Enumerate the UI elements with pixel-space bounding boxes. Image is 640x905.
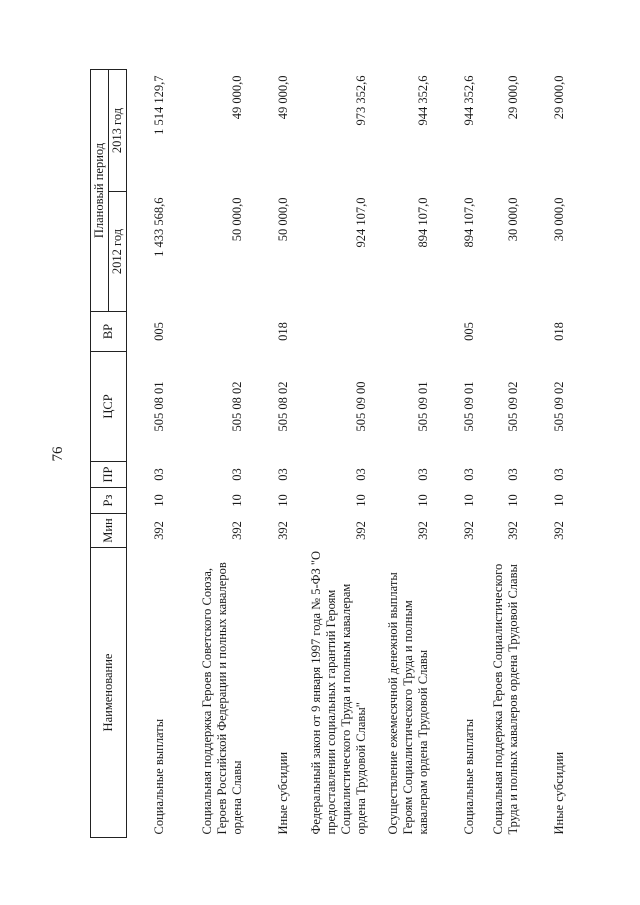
row-csr: 505 09 01 (461, 381, 476, 432)
row-y2013: 49 000,0 (275, 75, 290, 120)
row-pr: 03 (551, 468, 566, 481)
row-min: 392 (415, 521, 430, 540)
rotated-table-container (90, 70, 570, 838)
row-y2013: 944 352,6 (415, 75, 430, 126)
row-rz: 10 (505, 494, 520, 507)
row-y2012: 50 000,0 (229, 197, 244, 242)
table-row (483, 69, 527, 837)
table-header (91, 69, 127, 837)
row-pr: 03 (275, 468, 290, 481)
header-csr: ЦСР (91, 352, 127, 462)
header-year-2013: 2013 год (109, 69, 127, 191)
header-pr: ПР (91, 462, 127, 488)
row-name: Социальная поддержка Героев Советского Союза, Героев Российской Федерации и полных кавалеров ордена Славы (199, 562, 244, 835)
row-vr: 005 (151, 322, 166, 341)
header-min: Мин (91, 514, 127, 548)
row-pr: 03 (415, 468, 430, 481)
row-csr: 505 08 02 (275, 381, 290, 432)
row-min: 392 (461, 521, 476, 540)
row-y2013: 944 352,6 (461, 75, 476, 126)
row-y2013: 1 514 129,7 (151, 75, 166, 135)
row-y2012: 1 433 568,6 (151, 197, 166, 257)
row-rz: 10 (353, 494, 368, 507)
header-year-2012: 2012 год (109, 192, 127, 312)
row-csr: 505 09 02 (505, 381, 520, 432)
row-name: Социальные выплаты (151, 718, 166, 835)
header-rz: Рз (91, 488, 127, 514)
table-row (527, 69, 573, 837)
table-row (297, 69, 375, 837)
row-y2013: 29 000,0 (551, 75, 566, 120)
row-pr: 03 (229, 468, 244, 481)
row-pr: 03 (353, 468, 368, 481)
row-name: Иные субсидии (275, 751, 290, 835)
row-min: 392 (551, 521, 566, 540)
header-vr: ВР (91, 312, 127, 352)
row-csr: 505 09 01 (415, 381, 430, 432)
row-csr: 505 09 02 (551, 381, 566, 432)
row-y2012: 30 000,0 (551, 197, 566, 242)
row-pr: 03 (505, 468, 520, 481)
row-name: Иные субсидии (551, 751, 566, 835)
row-rz: 10 (229, 494, 244, 507)
row-y2012: 894 107,0 (461, 197, 476, 248)
row-vr (173, 312, 251, 352)
table-row (251, 69, 297, 837)
row-y2013: 29 000,0 (505, 75, 520, 120)
row-y2012: 50 000,0 (275, 197, 290, 242)
row-rz: 10 (275, 494, 290, 507)
row-name: Осуществление ежемесячной денежной выплаты Героям Социалистического Труда и полным кавалерам ордена Трудовой Славы (385, 572, 430, 835)
row-min: 392 (353, 521, 368, 540)
row-min: 392 (505, 521, 520, 540)
budget-table (90, 69, 573, 838)
row-rz: 10 (551, 494, 566, 507)
table-row (173, 69, 251, 837)
row-csr: 505 08 01 (151, 381, 166, 432)
table-row (437, 69, 483, 837)
row-y2012: 30 000,0 (505, 197, 520, 242)
row-vr: 005 (461, 322, 476, 341)
row-name: Федеральный закон от 9 января 1997 года № 5-ФЗ "О предоставлении социальных гарантий Героям Социалистического Труда и полным кавалерам ордена Трудовой Славы" (308, 550, 368, 835)
row-y2013: 973 352,6 (353, 75, 368, 126)
row-y2012: 894 107,0 (415, 197, 430, 248)
table-row (375, 69, 437, 837)
row-min: 392 (275, 521, 290, 540)
page-number: 76 (50, 446, 66, 462)
row-csr: 505 08 02 (229, 381, 244, 432)
row-min: 392 (229, 521, 244, 540)
row-name: Социальная поддержка Героев Социалистического Труда и полных кавалеров ордена Трудовой Славы (490, 563, 520, 835)
row-rz: 10 (415, 494, 430, 507)
header-planned-period: Плановый период (91, 69, 109, 311)
header-name: Наименование (91, 548, 127, 838)
row-csr: 505 09 00 (353, 381, 368, 432)
row-y2013: 49 000,0 (229, 75, 244, 120)
row-vr (483, 312, 527, 352)
row-rz: 10 (151, 494, 166, 507)
row-name: Социальные выплаты (461, 718, 476, 835)
row-rz: 10 (461, 494, 476, 507)
row-pr: 03 (151, 468, 166, 481)
row-min: 392 (151, 521, 166, 540)
table-body (127, 69, 573, 837)
row-vr (297, 312, 375, 352)
row-vr: 018 (551, 322, 566, 341)
row-vr (375, 312, 437, 352)
row-y2012: 924 107,0 (353, 197, 368, 248)
table-row (127, 69, 173, 837)
row-vr: 018 (275, 322, 290, 341)
row-pr: 03 (461, 468, 476, 481)
